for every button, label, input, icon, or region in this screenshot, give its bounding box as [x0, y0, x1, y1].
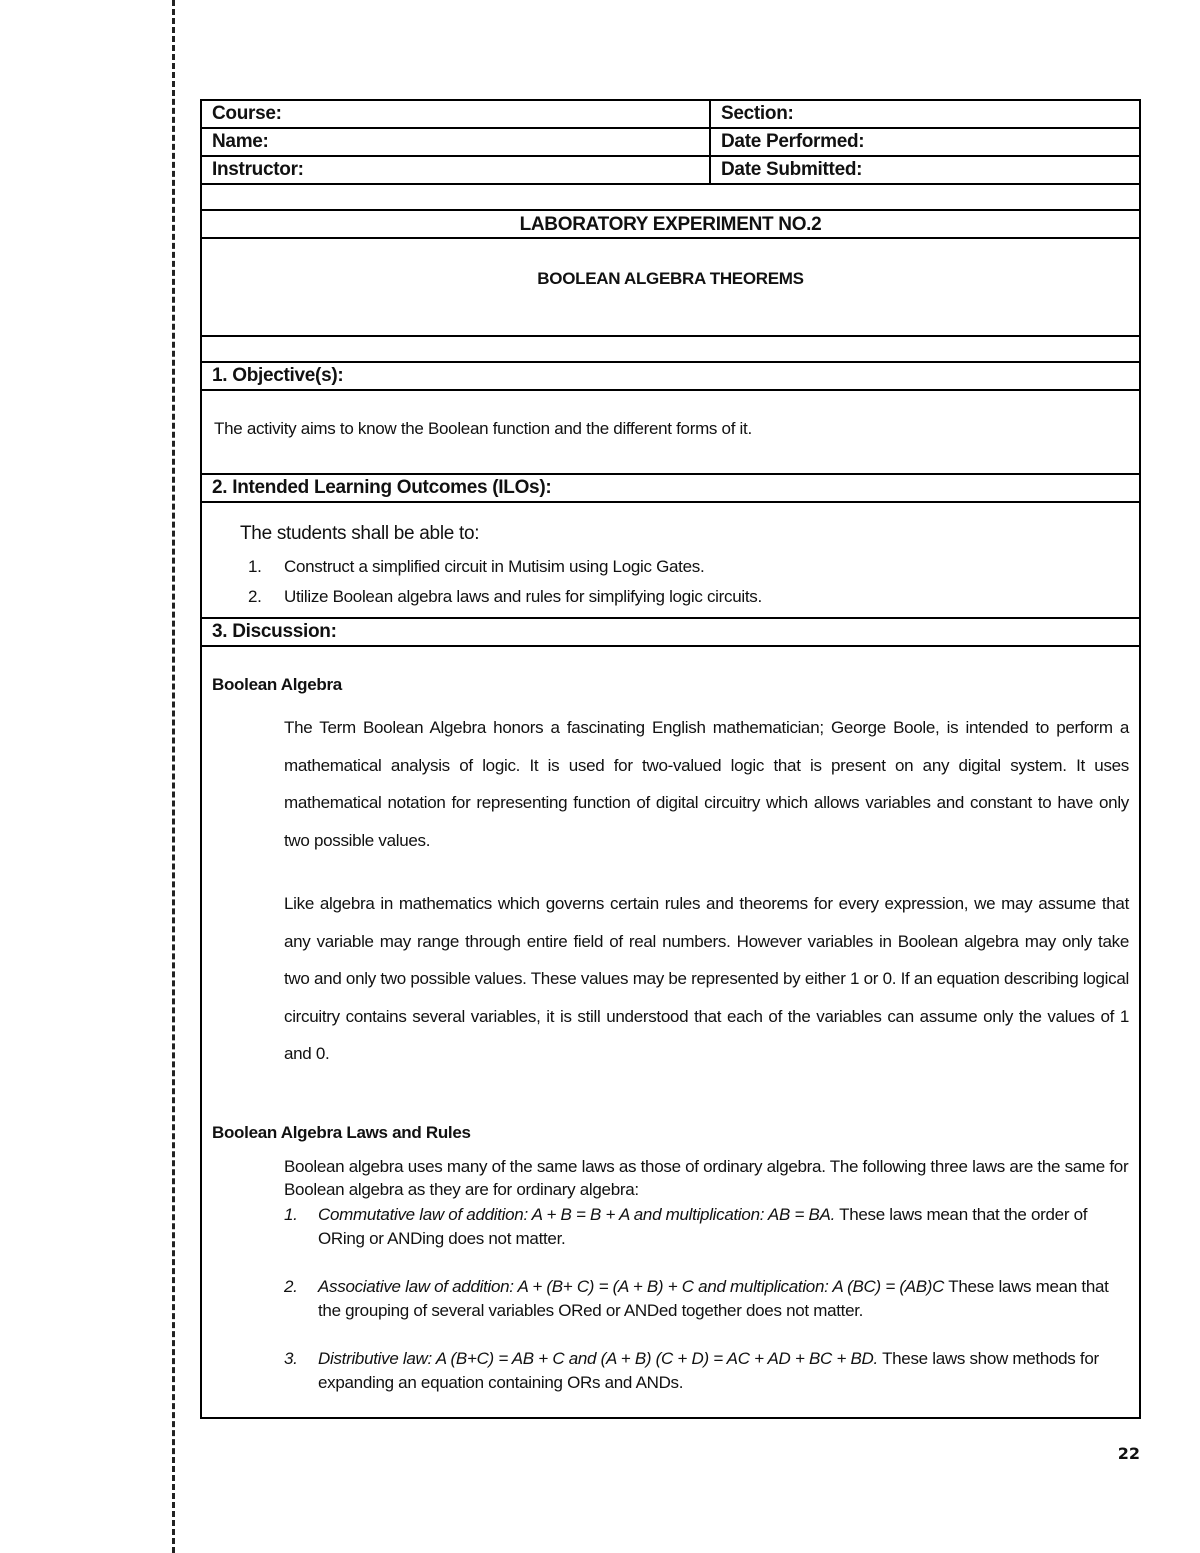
course-field[interactable]: Course:: [202, 101, 711, 127]
spacer-row: [202, 337, 1139, 363]
header-row-instructor: [202, 157, 1139, 185]
law-number: 2.: [284, 1276, 298, 1296]
discussion-heading: 3. Discussion:: [202, 619, 1139, 647]
list-item: [240, 557, 1139, 587]
spacer-row: [202, 185, 1139, 211]
laws-intro: Boolean algebra uses many of the same laws as those of ordinary algebra. The following three laws are the same for Boolean algebra as they are for ordinary algebra:: [284, 1156, 1129, 1199]
law-statement: Associative law of addition: A + (B+ C) = (A + B) + C and multiplication: A (BC) = (AB)C: [318, 1276, 945, 1296]
boolean-algebra-heading: Boolean Algebra: [212, 675, 342, 694]
date-submitted-field[interactable]: Date Submitted:: [721, 159, 863, 180]
law-text: [318, 1203, 1129, 1251]
name-field[interactable]: Name:: [202, 129, 711, 155]
list-item-number: 2.: [248, 587, 262, 606]
discussion-paragraph-1: The Term Boolean Algebra honors a fascinating English mathematician; George Boole, is intended to perform a mathematical analysis of logic. It is used for two-valued logic that is present on any digital system. It uses mathematical notation for representing function of digital circuitry which allows variables and constant to have only two possible values.: [284, 718, 1129, 850]
discussion-section: [202, 647, 1139, 1417]
ilos-heading: 2. Intended Learning Outcomes (ILOs):: [202, 475, 1139, 503]
page-number: 22: [1117, 1444, 1140, 1463]
objectives-heading: 1. Objective(s):: [202, 363, 1139, 391]
discussion-paragraph-2: Like algebra in mathematics which governs certain rules and theorems for every expression, we may assume that any variable may range through entire field of real numbers. However variables in Boolean algebra may only take two and only two possible values. These values may be represented by either 1 or 0. If an equation describing logical circuitry contains several variables, it is still understood that each of the variables can assume only the values of 1 and 0.: [284, 894, 1129, 1063]
list-item: [240, 587, 1139, 617]
law-explanation: These laws mean that the grouping of several variables ORed or ANDed together does not matter.: [318, 1276, 1109, 1320]
laws-heading: Boolean Algebra Laws and Rules: [212, 1122, 471, 1142]
law-number: 1.: [284, 1204, 298, 1224]
list-item-text: Utilize Boolean algebra laws and rules for simplifying logic circuits.: [284, 587, 762, 606]
law-number: 3.: [284, 1348, 298, 1368]
binding-margin-line: [172, 0, 175, 1553]
law-explanation: These laws mean that the order of ORing or ANDing does not matter.: [318, 1204, 1088, 1248]
ilos-lead: The students shall be able to:: [240, 523, 480, 544]
header-row-name: [202, 129, 1139, 157]
experiment-subtitle: BOOLEAN ALGEBRA THEOREMS: [202, 239, 1139, 337]
law-item: [284, 1347, 1129, 1395]
law-item: [284, 1203, 1129, 1251]
law-statement: Commutative law of addition: A + B = B + A and multiplication: AB = BA.: [318, 1204, 835, 1224]
list-item-number: 1.: [248, 557, 262, 576]
law-text: [318, 1347, 1129, 1395]
law-item: [284, 1275, 1129, 1323]
list-item-text: Construct a simplified circuit in Mutisim using Logic Gates.: [284, 557, 705, 576]
objectives-text: The activity aims to know the Boolean function and the different forms of it.: [202, 391, 1139, 475]
law-statement: Distributive law: A (B+C) = AB + C and (A + B) (C + D) = AC + AD + BC + BD.: [318, 1348, 878, 1368]
law-text: [318, 1275, 1129, 1323]
ilos-section: [202, 503, 1139, 619]
date-performed-field[interactable]: Date Performed:: [721, 131, 865, 152]
section-field[interactable]: Section:: [721, 103, 794, 124]
header-row-course: [202, 101, 1139, 129]
experiment-title: LABORATORY EXPERIMENT NO.2: [202, 211, 1139, 239]
instructor-field[interactable]: Instructor:: [202, 157, 711, 183]
law-explanation: These laws show methods for expanding an equation containing ORs and ANDs.: [318, 1348, 1099, 1392]
lab-sheet: [200, 99, 1141, 1419]
